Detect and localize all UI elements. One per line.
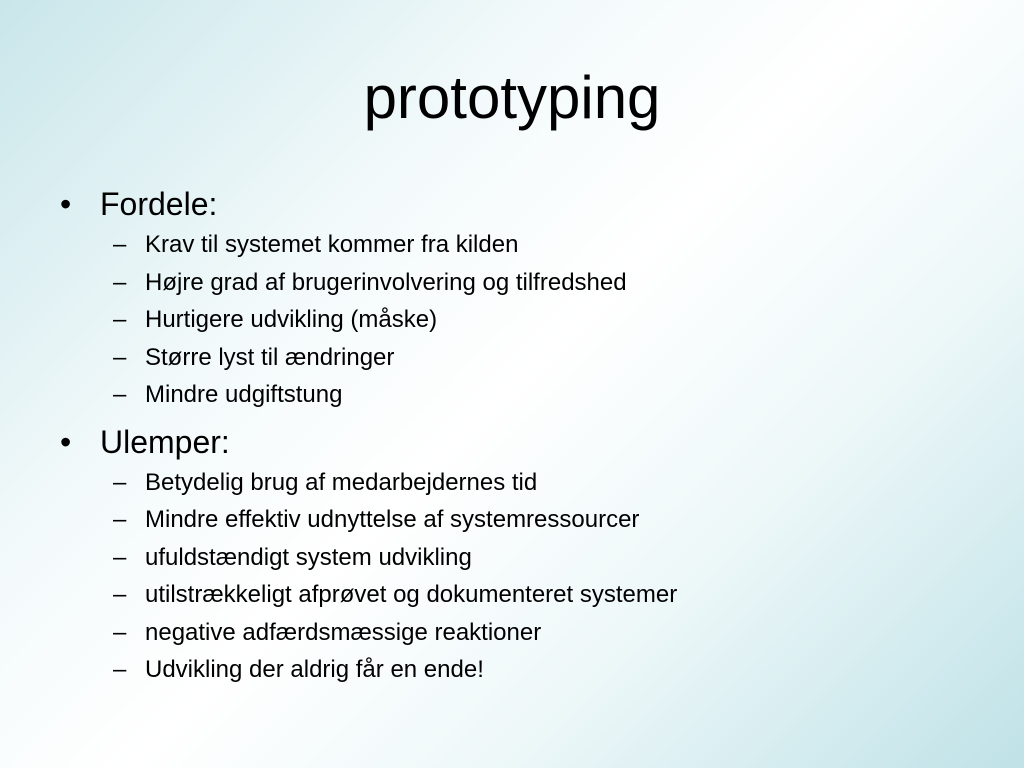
- sub-list: [0, 464, 1024, 689]
- slide-content: [0, 182, 1024, 695]
- sub-item: [0, 226, 1024, 264]
- sub-item: [0, 264, 1024, 302]
- sub-item: [0, 539, 1024, 577]
- sub-marker: –: [113, 468, 127, 496]
- sub-item: [0, 501, 1024, 539]
- sub-item: [0, 576, 1024, 614]
- sub-item: [0, 339, 1024, 377]
- sub-item-text: Betydelig brug af medarbejdernes tid: [145, 468, 538, 496]
- sub-item-text: Hurtigere udvikling (måske): [145, 306, 438, 333]
- sub-item-text: utilstrækkeligt afprøvet og dokumenteret systemer: [145, 581, 678, 608]
- sub-marker: –: [113, 381, 127, 408]
- sub-marker: –: [113, 656, 127, 683]
- sub-item-text: negative adfærdsmæssige reaktioner: [145, 618, 542, 646]
- sub-item-text: Udvikling der aldrig får en ende!: [145, 656, 484, 683]
- bullet-marker: •: [60, 423, 72, 460]
- sub-item-text: ufuldstændigt system udvikling: [145, 543, 472, 571]
- sub-item-text: Mindre udgiftstung: [145, 381, 343, 408]
- sub-marker: –: [113, 306, 127, 333]
- sub-item: [0, 301, 1024, 339]
- sub-marker: –: [113, 343, 127, 371]
- sub-marker: –: [113, 506, 127, 533]
- sub-marker: –: [113, 618, 127, 646]
- sub-item: [0, 464, 1024, 502]
- sub-list: [0, 226, 1024, 414]
- sub-marker: –: [113, 581, 127, 608]
- sub-item-text: Krav til systemet kommer fra kilden: [145, 231, 519, 258]
- bullet-heading: Ulemper:: [100, 423, 230, 460]
- sub-item-text: Mindre effektiv udnyttelse af systemressourcer: [145, 506, 640, 533]
- bullet-marker: •: [60, 186, 72, 222]
- sub-item-text: Større lyst til ændringer: [145, 343, 395, 371]
- sub-marker: –: [113, 543, 127, 571]
- slide-title: prototyping: [363, 64, 661, 131]
- sub-item: [0, 651, 1024, 689]
- sub-item-text: Højre grad af brugerinvolvering og tilfredshed: [145, 268, 627, 296]
- bullet-heading: Fordele:: [100, 186, 218, 222]
- sub-item: [0, 614, 1024, 652]
- sub-marker: –: [113, 268, 127, 296]
- sub-marker: –: [113, 231, 127, 258]
- sub-item: [0, 376, 1024, 414]
- bullet-item: [0, 420, 1024, 464]
- bullet-item: [0, 182, 1024, 226]
